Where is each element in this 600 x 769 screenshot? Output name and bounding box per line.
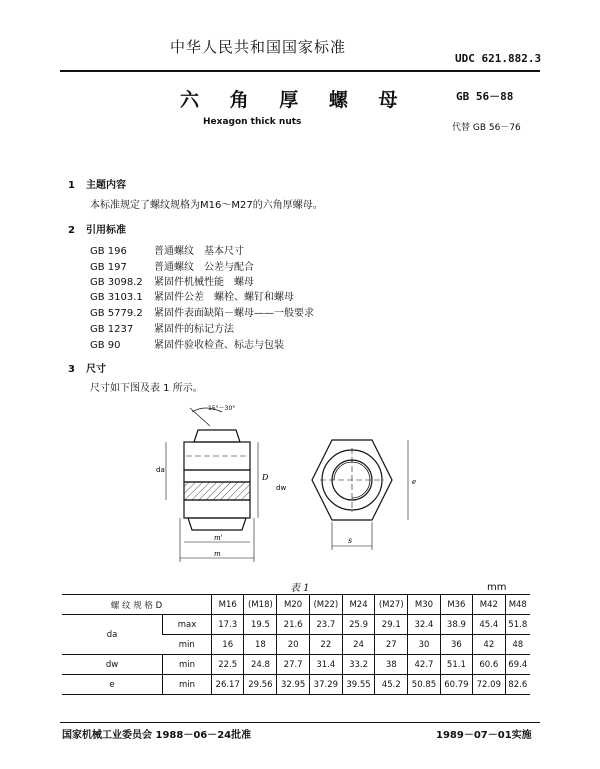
reference-item bbox=[90, 288, 294, 303]
label-s: s bbox=[348, 536, 353, 545]
dimensions-table bbox=[62, 594, 530, 695]
reference-name: 紧固件的标记方法 bbox=[154, 324, 234, 335]
size-cell: M30 bbox=[408, 595, 440, 615]
value-cell: 51.1 bbox=[440, 655, 472, 675]
label-e: e bbox=[412, 478, 417, 486]
value-cell: 17.3 bbox=[212, 615, 244, 635]
section-number: 3 bbox=[68, 364, 75, 375]
value-cell: 37.29 bbox=[309, 675, 342, 695]
size-cell: M42 bbox=[473, 595, 505, 615]
value-cell: 27 bbox=[375, 635, 408, 655]
replaces-note: 代替 GB 56－76 bbox=[452, 123, 521, 133]
table-header-row bbox=[62, 595, 530, 615]
section-3-heading bbox=[68, 360, 106, 375]
document-title: 六 角 厚 螺 母 bbox=[180, 89, 410, 111]
value-cell: 25.9 bbox=[342, 615, 374, 635]
value-cell: 18 bbox=[244, 635, 277, 655]
section-number: 2 bbox=[68, 225, 75, 236]
value-cell: 32.95 bbox=[277, 675, 309, 695]
value-cell: 45.4 bbox=[473, 615, 505, 635]
section-1-body: 本标准规定了螺纹规格为M16～M27的六角厚螺母。 bbox=[90, 200, 323, 211]
label-da: da bbox=[156, 466, 165, 474]
row-symbol: dw bbox=[62, 655, 163, 675]
reference-name: 普通螺纹 公差与配合 bbox=[154, 262, 254, 273]
table-row bbox=[62, 615, 530, 635]
table-row bbox=[62, 655, 530, 675]
value-cell: 69.4 bbox=[505, 655, 530, 675]
value-cell: 16 bbox=[212, 635, 244, 655]
table-unit: mm bbox=[487, 582, 507, 593]
section-number: 1 bbox=[68, 180, 75, 191]
value-cell: 38.9 bbox=[440, 615, 472, 635]
reference-name: 普通螺纹 基本尺寸 bbox=[154, 246, 244, 257]
section-title: 引用标准 bbox=[86, 225, 126, 236]
size-cell: (M27) bbox=[375, 595, 408, 615]
value-cell: 60.6 bbox=[473, 655, 505, 675]
reference-code: GB 197 bbox=[90, 262, 127, 273]
size-cell: M48 bbox=[505, 595, 530, 615]
label-dw: dw bbox=[276, 484, 287, 492]
footer-rule bbox=[60, 722, 540, 723]
size-cell: M20 bbox=[277, 595, 309, 615]
value-cell: 23.7 bbox=[309, 615, 342, 635]
value-cell: 33.2 bbox=[342, 655, 374, 675]
gb-number: GB 56－88 bbox=[456, 90, 514, 103]
reference-code: GB 196 bbox=[90, 246, 127, 257]
section-title: 主题内容 bbox=[86, 180, 126, 191]
value-cell: 30 bbox=[408, 635, 440, 655]
row-symbol: e bbox=[62, 675, 163, 695]
top-view bbox=[312, 440, 408, 550]
section-3-body: 尺寸如下图及表 1 所示。 bbox=[90, 383, 203, 394]
value-cell: 26.17 bbox=[212, 675, 244, 695]
reference-code: GB 1237 bbox=[90, 324, 134, 335]
reference-item bbox=[90, 273, 254, 288]
value-cell: 22.5 bbox=[212, 655, 244, 675]
value-cell: 21.6 bbox=[277, 615, 309, 635]
reference-name: 紧固件机械性能 螺母 bbox=[154, 277, 254, 288]
value-cell: 50.85 bbox=[408, 675, 440, 695]
implementation-date: 1989－07－01实施 bbox=[436, 730, 532, 741]
english-title: Hexagon thick nuts bbox=[203, 117, 302, 127]
nut-drawing bbox=[150, 400, 450, 570]
value-cell: 42.7 bbox=[408, 655, 440, 675]
value-cell: 32.4 bbox=[408, 615, 440, 635]
value-cell: 38 bbox=[375, 655, 408, 675]
size-cell: (M18) bbox=[244, 595, 277, 615]
label-m-prime: m' bbox=[214, 534, 223, 542]
angle-label: 15°～30° bbox=[208, 405, 236, 412]
section-title: 尺寸 bbox=[86, 364, 106, 375]
row-sub: min bbox=[163, 675, 212, 695]
value-cell: 82.6 bbox=[505, 675, 530, 695]
value-cell: 42 bbox=[473, 635, 505, 655]
label-D: D bbox=[262, 473, 269, 482]
reference-code: GB 90 bbox=[90, 340, 121, 351]
row-sub: max bbox=[163, 615, 212, 635]
reference-code: GB 3098.2 bbox=[90, 277, 143, 288]
size-cell: (M22) bbox=[309, 595, 342, 615]
value-cell: 51.8 bbox=[505, 615, 530, 635]
value-cell: 22 bbox=[309, 635, 342, 655]
row-sub: min bbox=[163, 655, 212, 675]
org-title: 中华人民共和国国家标准 bbox=[170, 38, 347, 56]
header-rule bbox=[60, 70, 540, 72]
value-cell: 72.09 bbox=[473, 675, 505, 695]
section-1-heading bbox=[68, 176, 126, 191]
value-cell: 36 bbox=[440, 635, 472, 655]
size-cell: M16 bbox=[212, 595, 244, 615]
udc-number: UDC 621.882.3 bbox=[455, 52, 542, 65]
row-symbol: da bbox=[62, 615, 163, 655]
reference-name: 紧固件公差 螺栓、螺钉和螺母 bbox=[154, 292, 294, 303]
value-cell: 20 bbox=[277, 635, 309, 655]
reference-name: 紧固件验收检查、标志与包装 bbox=[154, 340, 284, 351]
reference-item bbox=[90, 336, 284, 351]
reference-item bbox=[90, 258, 254, 273]
value-cell: 19.5 bbox=[244, 615, 277, 635]
value-cell: 31.4 bbox=[309, 655, 342, 675]
reference-code: GB 5779.2 bbox=[90, 308, 143, 319]
value-cell: 45.2 bbox=[375, 675, 408, 695]
value-cell: 29.1 bbox=[375, 615, 408, 635]
value-cell: 60.79 bbox=[440, 675, 472, 695]
reference-item bbox=[90, 320, 234, 335]
row-sub: min bbox=[163, 635, 212, 655]
value-cell: 24 bbox=[342, 635, 374, 655]
value-cell: 27.7 bbox=[277, 655, 309, 675]
label-m: m bbox=[214, 550, 221, 558]
size-cell: M24 bbox=[342, 595, 374, 615]
reference-code: GB 3103.1 bbox=[90, 292, 143, 303]
reference-name: 紧固件表面缺陷－螺母——一般要求 bbox=[154, 308, 314, 319]
value-cell: 48 bbox=[505, 635, 530, 655]
side-view bbox=[166, 408, 258, 562]
value-cell: 24.8 bbox=[244, 655, 277, 675]
approval-note: 国家机械工业委员会 1988－06－24批准 bbox=[62, 730, 252, 741]
table-row bbox=[62, 675, 530, 695]
reference-item bbox=[90, 304, 314, 319]
value-cell: 39.55 bbox=[342, 675, 374, 695]
reference-item bbox=[90, 242, 244, 257]
header-label: 螺 纹 规 格 D bbox=[110, 600, 163, 611]
table-caption: 表 1 bbox=[290, 583, 310, 594]
section-2-heading bbox=[68, 221, 126, 236]
size-cell: M36 bbox=[440, 595, 472, 615]
value-cell: 29.56 bbox=[244, 675, 277, 695]
